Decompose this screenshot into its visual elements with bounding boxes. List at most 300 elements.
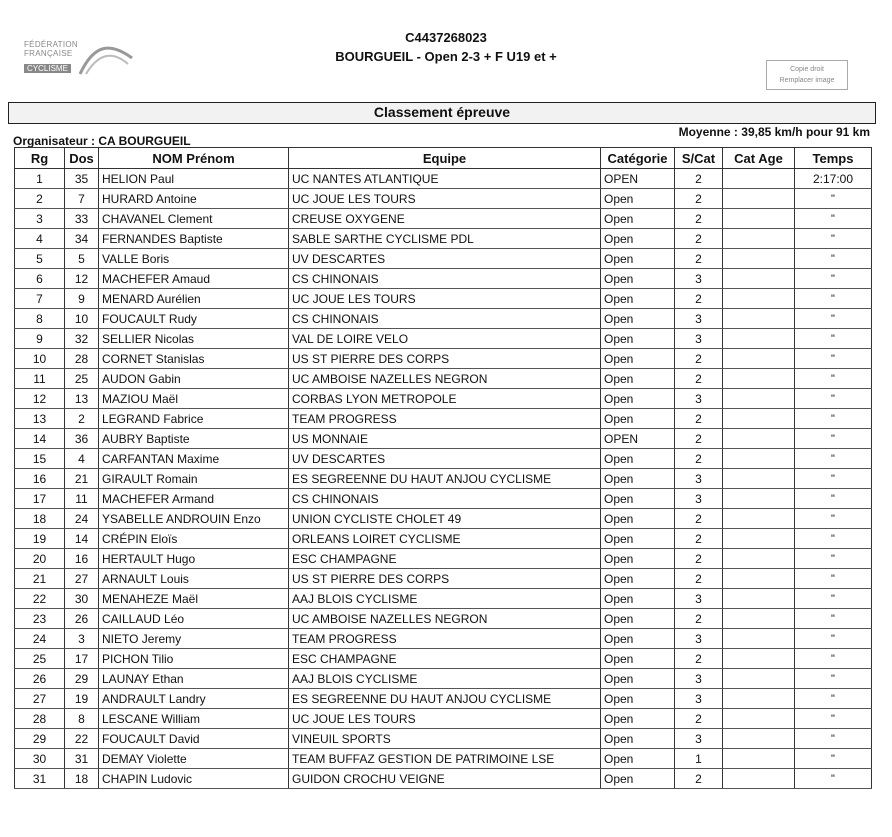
rank-cell: 13 bbox=[15, 409, 65, 429]
age-category-cell bbox=[723, 409, 795, 429]
col-header-equipe: Equipe bbox=[289, 148, 601, 169]
table-row bbox=[15, 669, 872, 689]
team-cell: ES SEGREENNE DU HAUT ANJOU CYCLISME bbox=[289, 689, 601, 709]
table-row bbox=[15, 689, 872, 709]
col-header-dos: Dos bbox=[65, 148, 99, 169]
time-cell: " bbox=[795, 549, 872, 569]
team-cell: UC JOUE LES TOURS bbox=[289, 709, 601, 729]
name-cell: LEGRAND Fabrice bbox=[99, 409, 289, 429]
copy-stamp bbox=[766, 60, 848, 90]
name-cell: ANDRAULT Landry bbox=[99, 689, 289, 709]
age-category-cell bbox=[723, 589, 795, 609]
team-cell: US ST PIERRE DES CORPS bbox=[289, 569, 601, 589]
category-cell: Open bbox=[601, 669, 675, 689]
subcategory-cell: 3 bbox=[675, 469, 723, 489]
category-cell: Open bbox=[601, 649, 675, 669]
time-cell: " bbox=[795, 649, 872, 669]
subcategory-cell: 3 bbox=[675, 329, 723, 349]
col-header-scat: S/Cat bbox=[675, 148, 723, 169]
rank-cell: 20 bbox=[15, 549, 65, 569]
name-cell: CHAVANEL Clement bbox=[99, 209, 289, 229]
age-category-cell bbox=[723, 509, 795, 529]
name-cell: VALLE Boris bbox=[99, 249, 289, 269]
table-row bbox=[15, 249, 872, 269]
table-row bbox=[15, 289, 872, 309]
age-category-cell bbox=[723, 729, 795, 749]
time-cell: " bbox=[795, 369, 872, 389]
table-row bbox=[15, 509, 872, 529]
table-row bbox=[15, 569, 872, 589]
category-cell: Open bbox=[601, 489, 675, 509]
age-category-cell bbox=[723, 689, 795, 709]
subcategory-cell: 2 bbox=[675, 769, 723, 789]
table-row bbox=[15, 649, 872, 669]
team-cell: UV DESCARTES bbox=[289, 449, 601, 469]
table-row bbox=[15, 449, 872, 469]
rank-cell: 26 bbox=[15, 669, 65, 689]
name-cell: MENARD Aurélien bbox=[99, 289, 289, 309]
rank-cell: 27 bbox=[15, 689, 65, 709]
category-cell: Open bbox=[601, 389, 675, 409]
col-header-categorie: Catégorie bbox=[601, 148, 675, 169]
subcategory-cell: 2 bbox=[675, 369, 723, 389]
table-row bbox=[15, 189, 872, 209]
category-cell: Open bbox=[601, 689, 675, 709]
subcategory-cell: 2 bbox=[675, 649, 723, 669]
name-cell: LAUNAY Ethan bbox=[99, 669, 289, 689]
name-cell: CARFANTAN Maxime bbox=[99, 449, 289, 469]
time-cell: " bbox=[795, 289, 872, 309]
name-cell: CORNET Stanislas bbox=[99, 349, 289, 369]
name-cell: FOUCAULT Rudy bbox=[99, 309, 289, 329]
age-category-cell bbox=[723, 309, 795, 329]
team-cell: UC AMBOISE NAZELLES NEGRON bbox=[289, 369, 601, 389]
time-cell: " bbox=[795, 209, 872, 229]
bib-cell: 21 bbox=[65, 469, 99, 489]
age-category-cell bbox=[723, 609, 795, 629]
rank-cell: 11 bbox=[15, 369, 65, 389]
subcategory-cell: 2 bbox=[675, 549, 723, 569]
age-category-cell bbox=[723, 649, 795, 669]
stamp-line-1: Copie droit bbox=[790, 66, 824, 73]
bib-cell: 18 bbox=[65, 769, 99, 789]
age-category-cell bbox=[723, 529, 795, 549]
age-category-cell bbox=[723, 349, 795, 369]
age-category-cell bbox=[723, 189, 795, 209]
cyclist-swoosh-icon bbox=[76, 40, 136, 78]
rank-cell: 29 bbox=[15, 729, 65, 749]
bib-cell: 5 bbox=[65, 249, 99, 269]
subcategory-cell: 2 bbox=[675, 509, 723, 529]
time-cell: 2:17:00 bbox=[795, 169, 872, 189]
subcategory-cell: 3 bbox=[675, 689, 723, 709]
team-cell: CREUSE OXYGENE bbox=[289, 209, 601, 229]
age-category-cell bbox=[723, 389, 795, 409]
table-row bbox=[15, 269, 872, 289]
team-cell: ESC CHAMPAGNE bbox=[289, 649, 601, 669]
rank-cell: 9 bbox=[15, 329, 65, 349]
table-row bbox=[15, 749, 872, 769]
bib-cell: 19 bbox=[65, 689, 99, 709]
age-category-cell bbox=[723, 269, 795, 289]
table-row bbox=[15, 369, 872, 389]
category-cell: Open bbox=[601, 769, 675, 789]
team-cell: UNION CYCLISTE CHOLET 49 bbox=[289, 509, 601, 529]
age-category-cell bbox=[723, 209, 795, 229]
logo-line-2: FRANÇAISE bbox=[24, 49, 73, 58]
time-cell: " bbox=[795, 489, 872, 509]
table-row bbox=[15, 329, 872, 349]
name-cell: MAZIOU Maël bbox=[99, 389, 289, 409]
table-header bbox=[15, 148, 872, 169]
rank-cell: 16 bbox=[15, 469, 65, 489]
table-row bbox=[15, 469, 872, 489]
team-cell: ORLEANS LOIRET CYCLISME bbox=[289, 529, 601, 549]
table-row bbox=[15, 349, 872, 369]
time-cell: " bbox=[795, 229, 872, 249]
team-cell: VAL DE LOIRE VELO bbox=[289, 329, 601, 349]
bib-cell: 3 bbox=[65, 629, 99, 649]
table-row bbox=[15, 729, 872, 749]
category-cell: Open bbox=[601, 349, 675, 369]
time-cell: " bbox=[795, 749, 872, 769]
rank-cell: 6 bbox=[15, 269, 65, 289]
bib-cell: 12 bbox=[65, 269, 99, 289]
rank-cell: 21 bbox=[15, 569, 65, 589]
subcategory-cell: 3 bbox=[675, 729, 723, 749]
team-cell: ES SEGREENNE DU HAUT ANJOU CYCLISME bbox=[289, 469, 601, 489]
age-category-cell bbox=[723, 369, 795, 389]
name-cell: CAILLAUD Léo bbox=[99, 609, 289, 629]
category-cell: Open bbox=[601, 589, 675, 609]
category-cell: Open bbox=[601, 729, 675, 749]
time-cell: " bbox=[795, 509, 872, 529]
time-cell: " bbox=[795, 589, 872, 609]
rank-cell: 5 bbox=[15, 249, 65, 269]
time-cell: " bbox=[795, 329, 872, 349]
team-cell: GUIDON CROCHU VEIGNE bbox=[289, 769, 601, 789]
time-cell: " bbox=[795, 569, 872, 589]
time-cell: " bbox=[795, 409, 872, 429]
subcategory-cell: 2 bbox=[675, 409, 723, 429]
name-cell: LESCANE William bbox=[99, 709, 289, 729]
bib-cell: 11 bbox=[65, 489, 99, 509]
subcategory-cell: 3 bbox=[675, 589, 723, 609]
team-cell: US MONNAIE bbox=[289, 429, 601, 449]
time-cell: " bbox=[795, 309, 872, 329]
bib-cell: 17 bbox=[65, 649, 99, 669]
team-cell: VINEUIL SPORTS bbox=[289, 729, 601, 749]
category-cell: Open bbox=[601, 709, 675, 729]
rank-cell: 10 bbox=[15, 349, 65, 369]
rank-cell: 17 bbox=[15, 489, 65, 509]
age-category-cell bbox=[723, 249, 795, 269]
category-cell: Open bbox=[601, 509, 675, 529]
subcategory-cell: 2 bbox=[675, 449, 723, 469]
name-cell: FOUCAULT David bbox=[99, 729, 289, 749]
team-cell: CS CHINONAIS bbox=[289, 269, 601, 289]
bib-cell: 28 bbox=[65, 349, 99, 369]
team-cell: CS CHINONAIS bbox=[289, 489, 601, 509]
bib-cell: 9 bbox=[65, 289, 99, 309]
subcategory-cell: 2 bbox=[675, 709, 723, 729]
bib-cell: 27 bbox=[65, 569, 99, 589]
time-cell: " bbox=[795, 249, 872, 269]
bib-cell: 24 bbox=[65, 509, 99, 529]
subcategory-cell: 2 bbox=[675, 169, 723, 189]
age-category-cell bbox=[723, 669, 795, 689]
category-cell: Open bbox=[601, 549, 675, 569]
subcategory-cell: 3 bbox=[675, 309, 723, 329]
rank-cell: 22 bbox=[15, 589, 65, 609]
age-category-cell bbox=[723, 569, 795, 589]
bib-cell: 14 bbox=[65, 529, 99, 549]
subcategory-cell: 2 bbox=[675, 209, 723, 229]
table-row bbox=[15, 769, 872, 789]
name-cell: MACHEFER Amaud bbox=[99, 269, 289, 289]
age-category-cell bbox=[723, 769, 795, 789]
team-cell: AAJ BLOIS CYCLISME bbox=[289, 589, 601, 609]
name-cell: YSABELLE ANDROUIN Enzo bbox=[99, 509, 289, 529]
category-cell: Open bbox=[601, 449, 675, 469]
name-cell: MENAHEZE Maël bbox=[99, 589, 289, 609]
team-cell: CS CHINONAIS bbox=[289, 309, 601, 329]
name-cell: DEMAY Violette bbox=[99, 749, 289, 769]
table-row bbox=[15, 709, 872, 729]
category-cell: Open bbox=[601, 749, 675, 769]
subcategory-cell: 3 bbox=[675, 629, 723, 649]
age-category-cell bbox=[723, 329, 795, 349]
team-cell: ESC CHAMPAGNE bbox=[289, 549, 601, 569]
rank-cell: 15 bbox=[15, 449, 65, 469]
table-row bbox=[15, 169, 872, 189]
subcategory-cell: 3 bbox=[675, 669, 723, 689]
table-row bbox=[15, 209, 872, 229]
table-row bbox=[15, 389, 872, 409]
subcategory-cell: 2 bbox=[675, 569, 723, 589]
bib-cell: 36 bbox=[65, 429, 99, 449]
category-cell: Open bbox=[601, 629, 675, 649]
name-cell: SELLIER Nicolas bbox=[99, 329, 289, 349]
results-table bbox=[14, 147, 872, 789]
category-cell: OPEN bbox=[601, 169, 675, 189]
logo-band: CYCLISME bbox=[24, 64, 71, 73]
age-category-cell bbox=[723, 229, 795, 249]
table-row bbox=[15, 609, 872, 629]
subcategory-cell: 1 bbox=[675, 749, 723, 769]
category-cell: Open bbox=[601, 209, 675, 229]
subcategory-cell: 2 bbox=[675, 349, 723, 369]
time-cell: " bbox=[795, 729, 872, 749]
category-cell: Open bbox=[601, 229, 675, 249]
rank-cell: 7 bbox=[15, 289, 65, 309]
rank-cell: 18 bbox=[15, 509, 65, 529]
table-row bbox=[15, 229, 872, 249]
time-cell: " bbox=[795, 449, 872, 469]
team-cell: TEAM BUFFAZ GESTION DE PATRIMOINE LSE bbox=[289, 749, 601, 769]
rank-cell: 4 bbox=[15, 229, 65, 249]
subcategory-cell: 2 bbox=[675, 289, 723, 309]
team-cell: AAJ BLOIS CYCLISME bbox=[289, 669, 601, 689]
table-row bbox=[15, 489, 872, 509]
race-code: C4437268023 bbox=[405, 30, 487, 45]
ffc-logo bbox=[24, 40, 134, 82]
bib-cell: 33 bbox=[65, 209, 99, 229]
organizer: Organisateur : CA BOURGUEIL bbox=[13, 134, 191, 148]
time-cell: " bbox=[795, 629, 872, 649]
rank-cell: 24 bbox=[15, 629, 65, 649]
bib-cell: 4 bbox=[65, 449, 99, 469]
rank-cell: 1 bbox=[15, 169, 65, 189]
rank-cell: 25 bbox=[15, 649, 65, 669]
team-cell: TEAM PROGRESS bbox=[289, 409, 601, 429]
time-cell: " bbox=[795, 669, 872, 689]
bib-cell: 31 bbox=[65, 749, 99, 769]
table-row bbox=[15, 549, 872, 569]
table-row bbox=[15, 309, 872, 329]
name-cell: AUDON Gabin bbox=[99, 369, 289, 389]
team-cell: UC NANTES ATLANTIQUE bbox=[289, 169, 601, 189]
age-category-cell bbox=[723, 549, 795, 569]
category-cell: Open bbox=[601, 249, 675, 269]
rank-cell: 30 bbox=[15, 749, 65, 769]
time-cell: " bbox=[795, 429, 872, 449]
team-cell: UC AMBOISE NAZELLES NEGRON bbox=[289, 609, 601, 629]
name-cell: GIRAULT Romain bbox=[99, 469, 289, 489]
age-category-cell bbox=[723, 489, 795, 509]
bib-cell: 13 bbox=[65, 389, 99, 409]
rank-cell: 3 bbox=[15, 209, 65, 229]
col-header-nom: NOM Prénom bbox=[99, 148, 289, 169]
table-row bbox=[15, 629, 872, 649]
time-cell: " bbox=[795, 689, 872, 709]
rank-cell: 2 bbox=[15, 189, 65, 209]
team-cell: UC JOUE LES TOURS bbox=[289, 189, 601, 209]
bib-cell: 7 bbox=[65, 189, 99, 209]
rank-cell: 31 bbox=[15, 769, 65, 789]
subcategory-cell: 2 bbox=[675, 609, 723, 629]
table-row bbox=[15, 429, 872, 449]
rank-cell: 12 bbox=[15, 389, 65, 409]
team-cell: UV DESCARTES bbox=[289, 249, 601, 269]
bib-cell: 32 bbox=[65, 329, 99, 349]
age-category-cell bbox=[723, 289, 795, 309]
category-cell: Open bbox=[601, 289, 675, 309]
category-cell: Open bbox=[601, 369, 675, 389]
age-category-cell bbox=[723, 449, 795, 469]
name-cell: CRÉPIN Eloïs bbox=[99, 529, 289, 549]
time-cell: " bbox=[795, 269, 872, 289]
rank-cell: 8 bbox=[15, 309, 65, 329]
team-cell: UC JOUE LES TOURS bbox=[289, 289, 601, 309]
category-cell: Open bbox=[601, 569, 675, 589]
age-category-cell bbox=[723, 709, 795, 729]
category-cell: Open bbox=[601, 409, 675, 429]
category-cell: Open bbox=[601, 329, 675, 349]
time-cell: " bbox=[795, 529, 872, 549]
bib-cell: 22 bbox=[65, 729, 99, 749]
results-title: Classement épreuve bbox=[8, 102, 876, 124]
table-row bbox=[15, 589, 872, 609]
bib-cell: 10 bbox=[65, 309, 99, 329]
subcategory-cell: 2 bbox=[675, 249, 723, 269]
name-cell: ARNAULT Louis bbox=[99, 569, 289, 589]
time-cell: " bbox=[795, 709, 872, 729]
logo-line-1: FÉDÉRATION bbox=[24, 40, 78, 49]
team-cell: SABLE SARTHE CYCLISME PDL bbox=[289, 229, 601, 249]
category-cell: Open bbox=[601, 469, 675, 489]
event-title: BOURGUEIL - Open 2-3 + F U19 et + bbox=[335, 49, 557, 64]
bib-cell: 30 bbox=[65, 589, 99, 609]
bib-cell: 26 bbox=[65, 609, 99, 629]
category-cell: Open bbox=[601, 529, 675, 549]
bib-cell: 29 bbox=[65, 669, 99, 689]
time-cell: " bbox=[795, 769, 872, 789]
col-header-temps: Temps bbox=[795, 148, 872, 169]
subcategory-cell: 3 bbox=[675, 269, 723, 289]
rank-cell: 28 bbox=[15, 709, 65, 729]
name-cell: NIETO Jeremy bbox=[99, 629, 289, 649]
name-cell: MACHEFER Armand bbox=[99, 489, 289, 509]
name-cell: CHAPIN Ludovic bbox=[99, 769, 289, 789]
name-cell: HERTAULT Hugo bbox=[99, 549, 289, 569]
col-header-catage: Cat Age bbox=[723, 148, 795, 169]
name-cell: FERNANDES Baptiste bbox=[99, 229, 289, 249]
subcategory-cell: 2 bbox=[675, 429, 723, 449]
age-category-cell bbox=[723, 469, 795, 489]
rank-cell: 19 bbox=[15, 529, 65, 549]
name-cell: HELION Paul bbox=[99, 169, 289, 189]
bib-cell: 8 bbox=[65, 709, 99, 729]
category-cell: OPEN bbox=[601, 429, 675, 449]
team-cell: US ST PIERRE DES CORPS bbox=[289, 349, 601, 369]
stamp-line-2: Remplacer image bbox=[779, 77, 835, 84]
name-cell: PICHON Tilio bbox=[99, 649, 289, 669]
time-cell: " bbox=[795, 609, 872, 629]
bib-cell: 2 bbox=[65, 409, 99, 429]
bib-cell: 35 bbox=[65, 169, 99, 189]
col-header-rg: Rg bbox=[15, 148, 65, 169]
bib-cell: 16 bbox=[65, 549, 99, 569]
bib-cell: 34 bbox=[65, 229, 99, 249]
age-category-cell bbox=[723, 169, 795, 189]
category-cell: Open bbox=[601, 609, 675, 629]
rank-cell: 23 bbox=[15, 609, 65, 629]
subcategory-cell: 3 bbox=[675, 489, 723, 509]
age-category-cell bbox=[723, 429, 795, 449]
category-cell: Open bbox=[601, 189, 675, 209]
time-cell: " bbox=[795, 349, 872, 369]
age-category-cell bbox=[723, 749, 795, 769]
table-row bbox=[15, 529, 872, 549]
table-row bbox=[15, 409, 872, 429]
team-cell: CORBAS LYON METROPOLE bbox=[289, 389, 601, 409]
average-speed: Moyenne : 39,85 km/h pour 91 km bbox=[678, 125, 870, 139]
rank-cell: 14 bbox=[15, 429, 65, 449]
category-cell: Open bbox=[601, 269, 675, 289]
subcategory-cell: 3 bbox=[675, 389, 723, 409]
age-category-cell bbox=[723, 629, 795, 649]
name-cell: HURARD Antoine bbox=[99, 189, 289, 209]
time-cell: " bbox=[795, 189, 872, 209]
category-cell: Open bbox=[601, 309, 675, 329]
subcategory-cell: 2 bbox=[675, 229, 723, 249]
subcategory-cell: 2 bbox=[675, 529, 723, 549]
name-cell: AUBRY Baptiste bbox=[99, 429, 289, 449]
team-cell: TEAM PROGRESS bbox=[289, 629, 601, 649]
time-cell: " bbox=[795, 389, 872, 409]
subcategory-cell: 2 bbox=[675, 189, 723, 209]
